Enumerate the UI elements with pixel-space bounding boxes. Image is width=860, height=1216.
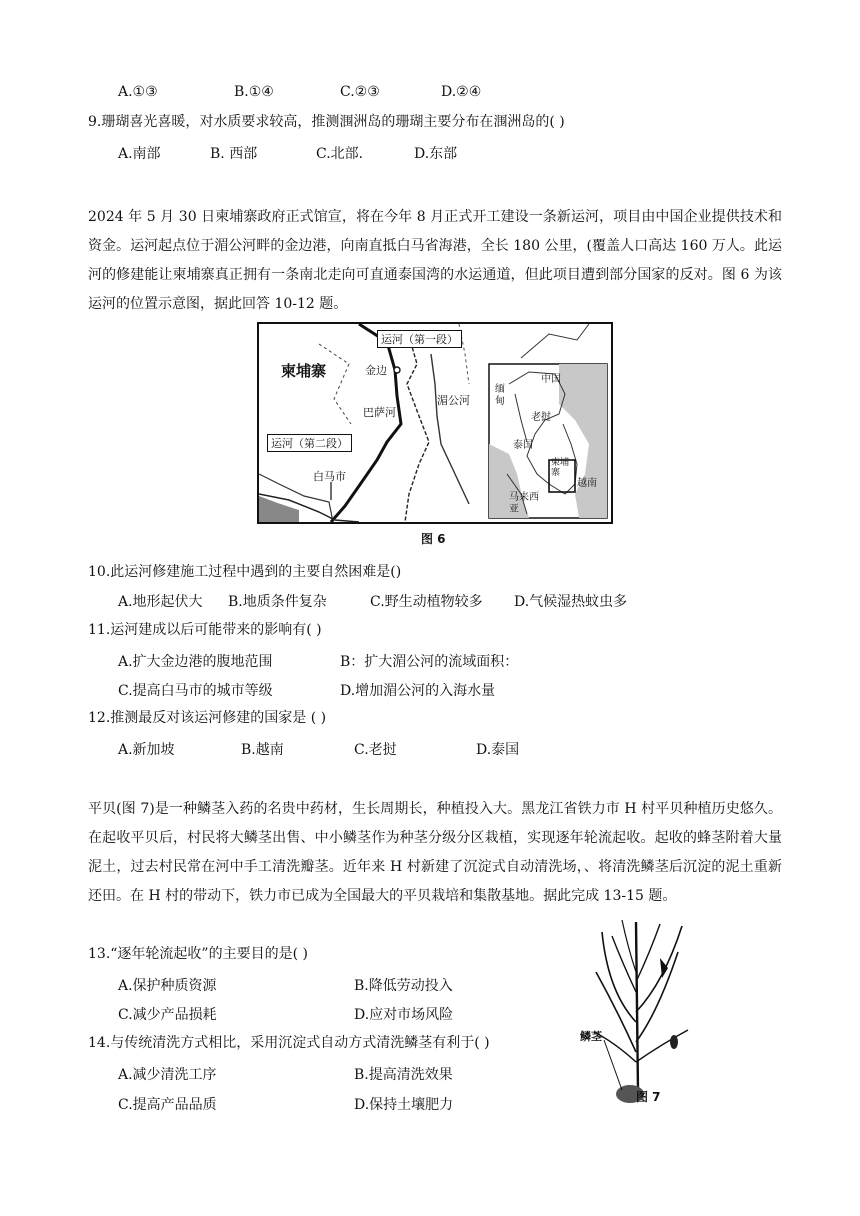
q14-option-a: A.减少清洗工序 (118, 1067, 217, 1083)
q14-option-c: C.提高产品品质 (118, 1097, 217, 1113)
canal-location-map (257, 322, 613, 524)
q14-stem: 14.与传统清洗方式相比，采用沉淀式自动方式清洗鳞茎有利于( ) (88, 1035, 490, 1051)
q12-option-a: A.新加坡 (118, 742, 175, 758)
q8-option-b: B.①④ (234, 84, 274, 100)
inset-label-thailand: 泰国 (513, 440, 533, 451)
q10-option-b: B.地质条件复杂 (228, 594, 327, 610)
inset-label-vietnam: 越南 (577, 478, 597, 489)
q13-stem: 13.“逐年轮流起收”的主要目的是( ) (88, 946, 308, 962)
q11-option-a: A.扩大金边港的腹地范围 (118, 654, 273, 670)
q10-option-d: D.气候湿热蚊虫多 (514, 594, 628, 610)
inset-label-china: 中国 (541, 374, 561, 385)
q12-stem: 12.推测最反对该运河修建的国家是 ( ) (88, 710, 327, 726)
q12-option-b: B.越南 (241, 742, 284, 758)
q11-option-c: C.提高白马市的城市等级 (118, 683, 273, 699)
q8-option-a: A.①③ (118, 84, 158, 100)
inset-label-malaysia: 马来西亚 (509, 492, 539, 515)
label-cambodia: 柬埔寨 (281, 362, 327, 380)
q10-option-c: C.野生动植物较多 (370, 594, 483, 610)
q13-option-a: A.保护种质资源 (118, 978, 217, 994)
q8-option-c: C.②③ (340, 84, 380, 100)
q10-stem: 10.此运河修建施工过程中遇到的主要自然困难是() (88, 564, 402, 580)
q13-option-d: D.应对市场风险 (354, 1007, 454, 1023)
q13-option-c: C.减少产品损耗 (118, 1007, 217, 1023)
q9-option-c: C.北部. (316, 146, 364, 162)
label-canal-section-1: 运河（第一段） (377, 330, 462, 348)
q11-option-b: B：扩大湄公河的流域面积： (340, 654, 519, 670)
pingbei-plant-figure (578, 912, 702, 1112)
map-drawing (259, 324, 611, 522)
label-bulb: 鳞茎 (580, 1030, 602, 1043)
passage-canal: 2024 年 5 月 30 日柬埔寨政府正式馆宣，将在今年 8 月正式开工建设一条新运河，项目由中国企业提供技术和资金。运河起点位于湄公河畔的金边港，向南直抵白马省海港，全长 180 公里，(覆盖人口高达 160 万人。此运河的修建能让柬埔寨真正拥有一条南北走向可直通泰国湾的水运通道，但此项目遭到部分国家的反对。图 6 为该运河的位置示意图，据此回答 10-12 题。 (88, 209, 782, 312)
q11-option-d: D.增加湄公河的入海水量 (340, 683, 496, 699)
inset-label-myanmar: 缅甸 (495, 384, 505, 407)
figure-6-caption: 图 6 (421, 532, 446, 546)
inset-label-cambodia: 柬埔寨 (551, 458, 570, 478)
q9-stem: 9.珊瑚喜光喜暖，对水质要求较高，推测涠洲岛的珊瑚主要分布在涠洲岛的( ) (88, 114, 565, 130)
q9-option-a: A.南部 (118, 146, 161, 162)
label-kep: 白马市 (313, 470, 346, 483)
q9-option-d: D.东部 (414, 146, 458, 162)
q10-option-a: A.地形起伏大 (118, 594, 203, 610)
q11-stem: 11.运河建成以后可能带来的影响有( ) (88, 622, 322, 638)
q14-option-d: D.保持土壤肥力 (354, 1097, 454, 1113)
label-mekong-river: 湄公河 (437, 394, 470, 407)
plant-drawing (578, 912, 702, 1112)
label-phnom-penh: 金边 (365, 364, 387, 377)
q9-option-b: B. 西部 (210, 146, 258, 162)
passage-pingbei: 平贝(图 7)是一种鳞茎入药的名贵中药材，生长周期长，种植投入大。黑龙江省铁力市 H 村平贝种植历史悠久。在起收平贝后，村民将大鳞茎出售、中小鳞茎作为种茎分级分区栽植，实现逐年轮流起收。起收的蜂茎附着大量泥土，过去村民常在河中手工清洗瓣茎。近年来 H 村新建了沉淀式自动清洗场，、将清洗鳞茎后沉淀的泥土重新还田。在 H 村的带动下，铁力市已成为全国最大的平贝栽培和集散基地。据此完成 13-15 题。 (88, 801, 782, 904)
q14-option-b: B.提高清洗效果 (354, 1067, 453, 1083)
figure-7-caption: 图 7 (636, 1090, 661, 1104)
q12-option-c: C.老挝 (354, 742, 397, 758)
label-canal-section-2: 运河（第二段） (267, 434, 352, 452)
label-bassac-river: 巴萨河 (363, 406, 396, 419)
q12-option-d: D.泰国 (476, 742, 520, 758)
inset-label-laos: 老挝 (531, 412, 551, 423)
q13-option-b: B.降低劳动投入 (354, 978, 453, 994)
q8-option-d: D.②④ (441, 84, 482, 100)
